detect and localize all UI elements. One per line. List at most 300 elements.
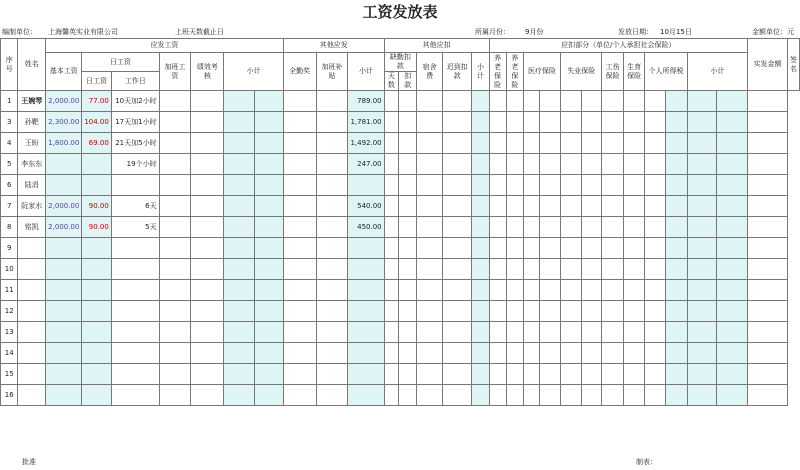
cell-late[interactable] [443,217,472,238]
cell-overtime[interactable] [159,196,191,217]
cell-unemployment-b[interactable] [581,280,602,301]
cell-income-tax-a[interactable] [645,364,666,385]
cell-subtotal-4[interactable] [687,238,716,259]
cell-maternity[interactable] [623,91,645,112]
cell-income-tax-a[interactable] [645,301,666,322]
cell-pension-unit[interactable] [489,112,506,133]
cell-subtotal-1b[interactable] [255,112,283,133]
cell-income-tax-b[interactable] [666,364,688,385]
cell-subtotal-4[interactable] [687,364,716,385]
cell-late[interactable] [443,112,472,133]
cell-injury[interactable] [602,217,624,238]
cell-base[interactable] [46,301,82,322]
cell-absence-days[interactable] [384,280,399,301]
cell-subtotal-4[interactable] [687,112,716,133]
cell-subtotal-4[interactable] [687,385,716,406]
cell-subtotal-1[interactable] [224,385,255,406]
cell-unemployment-b[interactable] [581,322,602,343]
cell-injury[interactable] [602,112,624,133]
cell-name[interactable] [18,280,46,301]
cell-injury[interactable] [602,301,624,322]
cell-base[interactable] [46,154,82,175]
cell-daily-wage[interactable] [82,385,112,406]
cell-subtotal-1b[interactable] [255,280,283,301]
cell-pension-unit[interactable] [489,301,506,322]
cell-income-tax-b[interactable] [666,343,688,364]
cell-subtotal-1[interactable] [224,175,255,196]
cell-name[interactable]: 李东东 [18,154,46,175]
cell-work-days[interactable]: 5天 [111,217,159,238]
cell-attendance[interactable] [283,385,316,406]
cell-medical-b[interactable] [540,301,561,322]
cell-perf[interactable] [191,343,224,364]
cell-absence-days[interactable] [384,217,399,238]
cell-daily-wage[interactable] [82,280,112,301]
cell-subtotal-1[interactable] [224,259,255,280]
cell-absence-days[interactable] [384,343,399,364]
cell-subtotal-4[interactable] [687,322,716,343]
cell-income-tax-b[interactable] [666,175,688,196]
cell-unemployment-a[interactable] [561,322,582,343]
cell-absence-deduct[interactable] [399,133,417,154]
cell-income-tax-a[interactable] [645,343,666,364]
cell-pension-person[interactable] [506,91,523,112]
cell-subtotal-1b[interactable] [255,91,283,112]
cell-attendance[interactable] [283,154,316,175]
cell-absence-days[interactable] [384,91,399,112]
cell-late[interactable] [443,133,472,154]
cell-late[interactable] [443,196,472,217]
cell-net[interactable] [717,238,748,259]
cell-ot-allowance[interactable] [316,133,348,154]
cell-sign[interactable] [748,91,788,112]
cell-overtime[interactable] [159,238,191,259]
cell-medical-b[interactable] [540,259,561,280]
cell-name[interactable] [18,259,46,280]
cell-work-days[interactable] [111,238,159,259]
cell-medical-b[interactable] [540,175,561,196]
cell-name[interactable] [18,301,46,322]
cell-ot-allowance[interactable] [316,280,348,301]
cell-absence-deduct[interactable] [399,238,417,259]
cell-subtotal-2[interactable] [348,280,384,301]
cell-subtotal-3[interactable] [472,154,489,175]
cell-attendance[interactable] [283,238,316,259]
cell-ot-allowance[interactable] [316,385,348,406]
cell-unemployment-b[interactable] [581,364,602,385]
cell-subtotal-2[interactable]: 1,781.00 [348,112,384,133]
cell-income-tax-b[interactable] [666,322,688,343]
cell-meal[interactable] [417,91,443,112]
cell-overtime[interactable] [159,112,191,133]
cell-medical-a[interactable] [523,301,539,322]
cell-subtotal-3[interactable] [472,196,489,217]
cell-subtotal-2[interactable]: 789.00 [348,91,384,112]
cell-subtotal-2[interactable]: 1,492.00 [348,133,384,154]
cell-maternity[interactable] [623,217,645,238]
cell-pension-unit[interactable] [489,364,506,385]
cell-absence-deduct[interactable] [399,196,417,217]
cell-net[interactable] [717,322,748,343]
cell-overtime[interactable] [159,133,191,154]
cell-perf[interactable] [191,154,224,175]
cell-subtotal-2[interactable] [348,301,384,322]
cell-ot-allowance[interactable] [316,364,348,385]
cell-unemployment-b[interactable] [581,91,602,112]
cell-income-tax-b[interactable] [666,238,688,259]
cell-injury[interactable] [602,364,624,385]
cell-perf[interactable] [191,238,224,259]
cell-unemployment-a[interactable] [561,154,582,175]
cell-name[interactable]: 孙靶 [18,112,46,133]
cell-medical-a[interactable] [523,322,539,343]
cell-income-tax-b[interactable] [666,196,688,217]
cell-net[interactable] [717,217,748,238]
cell-unemployment-b[interactable] [581,259,602,280]
cell-attendance[interactable] [283,259,316,280]
cell-injury[interactable] [602,154,624,175]
cell-subtotal-4[interactable] [687,133,716,154]
cell-injury[interactable] [602,259,624,280]
cell-medical-b[interactable] [540,91,561,112]
cell-pension-person[interactable] [506,385,523,406]
cell-subtotal-3[interactable] [472,91,489,112]
cell-work-days[interactable]: 21天加5小时 [111,133,159,154]
cell-ot-allowance[interactable] [316,217,348,238]
cell-late[interactable] [443,91,472,112]
cell-base[interactable] [46,259,82,280]
cell-subtotal-1b[interactable] [255,196,283,217]
cell-perf[interactable] [191,91,224,112]
cell-medical-a[interactable] [523,133,539,154]
cell-sign[interactable] [748,364,788,385]
cell-maternity[interactable] [623,364,645,385]
cell-sign[interactable] [748,217,788,238]
cell-subtotal-3[interactable] [472,133,489,154]
cell-absence-days[interactable] [384,364,399,385]
cell-name[interactable]: 铭凯 [18,217,46,238]
cell-unemployment-a[interactable] [561,217,582,238]
cell-base[interactable]: 1,800.00 [46,133,82,154]
cell-unemployment-a[interactable] [561,196,582,217]
cell-medical-a[interactable] [523,343,539,364]
cell-seq[interactable]: 8 [1,217,18,238]
cell-late[interactable] [443,238,472,259]
cell-pension-unit[interactable] [489,280,506,301]
cell-income-tax-a[interactable] [645,385,666,406]
cell-unemployment-b[interactable] [581,301,602,322]
cell-subtotal-3[interactable] [472,280,489,301]
cell-subtotal-4[interactable] [687,154,716,175]
cell-seq[interactable]: 11 [1,280,18,301]
cell-base[interactable] [46,385,82,406]
cell-work-days[interactable] [111,364,159,385]
cell-perf[interactable] [191,217,224,238]
cell-attendance[interactable] [283,364,316,385]
cell-subtotal-1[interactable] [224,343,255,364]
cell-daily-wage[interactable]: 90.00 [82,217,112,238]
cell-unemployment-a[interactable] [561,91,582,112]
cell-income-tax-a[interactable] [645,259,666,280]
cell-overtime[interactable] [159,322,191,343]
cell-seq[interactable]: 3 [1,112,18,133]
cell-pension-unit[interactable] [489,343,506,364]
cell-subtotal-4[interactable] [687,217,716,238]
cell-attendance[interactable] [283,91,316,112]
cell-sign[interactable] [748,112,788,133]
cell-meal[interactable] [417,196,443,217]
cell-maternity[interactable] [623,280,645,301]
cell-meal[interactable] [417,280,443,301]
cell-subtotal-4[interactable] [687,343,716,364]
cell-attendance[interactable] [283,301,316,322]
cell-perf[interactable] [191,196,224,217]
cell-ot-allowance[interactable] [316,175,348,196]
cell-daily-wage[interactable] [82,301,112,322]
cell-base[interactable] [46,364,82,385]
cell-late[interactable] [443,364,472,385]
cell-daily-wage[interactable] [82,175,112,196]
cell-meal[interactable] [417,259,443,280]
cell-subtotal-1b[interactable] [255,301,283,322]
cell-seq[interactable]: 13 [1,322,18,343]
cell-subtotal-2[interactable] [348,259,384,280]
cell-sign[interactable] [748,343,788,364]
cell-work-days[interactable] [111,322,159,343]
cell-name[interactable] [18,343,46,364]
cell-pension-unit[interactable] [489,196,506,217]
cell-absence-deduct[interactable] [399,343,417,364]
cell-meal[interactable] [417,343,443,364]
cell-medical-b[interactable] [540,385,561,406]
cell-medical-a[interactable] [523,364,539,385]
cell-pension-unit[interactable] [489,217,506,238]
cell-work-days[interactable]: 17天加1小时 [111,112,159,133]
cell-pension-person[interactable] [506,343,523,364]
cell-subtotal-4[interactable] [687,259,716,280]
cell-sign[interactable] [748,196,788,217]
cell-base[interactable]: 2,000.00 [46,217,82,238]
cell-meal[interactable] [417,238,443,259]
cell-income-tax-a[interactable] [645,196,666,217]
cell-absence-deduct[interactable] [399,280,417,301]
cell-maternity[interactable] [623,238,645,259]
cell-subtotal-3[interactable] [472,343,489,364]
cell-daily-wage[interactable] [82,154,112,175]
cell-injury[interactable] [602,91,624,112]
cell-net[interactable] [717,301,748,322]
cell-ot-allowance[interactable] [316,301,348,322]
cell-base[interactable] [46,238,82,259]
cell-subtotal-1b[interactable] [255,385,283,406]
cell-pension-person[interactable] [506,280,523,301]
cell-daily-wage[interactable] [82,238,112,259]
cell-base[interactable]: 2,000.00 [46,196,82,217]
cell-maternity[interactable] [623,301,645,322]
cell-unemployment-a[interactable] [561,175,582,196]
cell-absence-deduct[interactable] [399,322,417,343]
cell-attendance[interactable] [283,175,316,196]
cell-sign[interactable] [748,154,788,175]
cell-late[interactable] [443,322,472,343]
cell-subtotal-1[interactable] [224,91,255,112]
cell-unemployment-b[interactable] [581,196,602,217]
cell-medical-a[interactable] [523,385,539,406]
cell-pension-person[interactable] [506,112,523,133]
cell-injury[interactable] [602,322,624,343]
cell-maternity[interactable] [623,322,645,343]
cell-subtotal-3[interactable] [472,385,489,406]
cell-income-tax-b[interactable] [666,154,688,175]
cell-income-tax-b[interactable] [666,385,688,406]
cell-seq[interactable]: 6 [1,175,18,196]
cell-unemployment-a[interactable] [561,364,582,385]
cell-net[interactable] [717,385,748,406]
cell-sign[interactable] [748,175,788,196]
cell-medical-b[interactable] [540,112,561,133]
cell-meal[interactable] [417,322,443,343]
cell-sign[interactable] [748,301,788,322]
cell-absence-deduct[interactable] [399,112,417,133]
cell-subtotal-1[interactable] [224,196,255,217]
cell-absence-deduct[interactable] [399,217,417,238]
cell-overtime[interactable] [159,175,191,196]
cell-unemployment-a[interactable] [561,133,582,154]
cell-meal[interactable] [417,154,443,175]
cell-maternity[interactable] [623,175,645,196]
cell-subtotal-1[interactable] [224,217,255,238]
cell-seq[interactable]: 16 [1,385,18,406]
cell-medical-b[interactable] [540,217,561,238]
cell-net[interactable] [717,196,748,217]
cell-base[interactable]: 2,300.00 [46,112,82,133]
cell-perf[interactable] [191,133,224,154]
cell-perf[interactable] [191,175,224,196]
cell-pension-unit[interactable] [489,175,506,196]
cell-ot-allowance[interactable] [316,91,348,112]
cell-net[interactable] [717,91,748,112]
cell-work-days[interactable] [111,175,159,196]
cell-overtime[interactable] [159,301,191,322]
cell-net[interactable] [717,343,748,364]
cell-overtime[interactable] [159,364,191,385]
cell-income-tax-a[interactable] [645,280,666,301]
cell-seq[interactable]: 5 [1,154,18,175]
cell-name[interactable]: 陆涓 [18,175,46,196]
cell-maternity[interactable] [623,385,645,406]
cell-overtime[interactable] [159,217,191,238]
cell-subtotal-4[interactable] [687,175,716,196]
cell-medical-b[interactable] [540,238,561,259]
cell-subtotal-3[interactable] [472,364,489,385]
cell-net[interactable] [717,259,748,280]
cell-medical-b[interactable] [540,364,561,385]
cell-subtotal-1b[interactable] [255,322,283,343]
cell-subtotal-2[interactable] [348,385,384,406]
cell-meal[interactable] [417,217,443,238]
cell-medical-b[interactable] [540,133,561,154]
cell-sign[interactable] [748,133,788,154]
cell-medical-b[interactable] [540,280,561,301]
cell-pension-unit[interactable] [489,91,506,112]
cell-income-tax-a[interactable] [645,112,666,133]
cell-unemployment-b[interactable] [581,154,602,175]
cell-seq[interactable]: 4 [1,133,18,154]
cell-subtotal-1[interactable] [224,322,255,343]
cell-subtotal-1[interactable] [224,280,255,301]
cell-unemployment-a[interactable] [561,259,582,280]
cell-income-tax-a[interactable] [645,133,666,154]
cell-perf[interactable] [191,364,224,385]
cell-income-tax-a[interactable] [645,217,666,238]
cell-pension-unit[interactable] [489,385,506,406]
cell-absence-days[interactable] [384,175,399,196]
cell-name[interactable] [18,385,46,406]
cell-unemployment-b[interactable] [581,343,602,364]
cell-base[interactable] [46,322,82,343]
cell-seq[interactable]: 1 [1,91,18,112]
cell-injury[interactable] [602,343,624,364]
cell-subtotal-3[interactable] [472,259,489,280]
cell-absence-deduct[interactable] [399,154,417,175]
cell-attendance[interactable] [283,217,316,238]
cell-medical-b[interactable] [540,154,561,175]
cell-sign[interactable] [748,385,788,406]
cell-medical-a[interactable] [523,91,539,112]
cell-subtotal-4[interactable] [687,91,716,112]
cell-subtotal-1b[interactable] [255,154,283,175]
cell-meal[interactable] [417,175,443,196]
cell-perf[interactable] [191,112,224,133]
cell-attendance[interactable] [283,196,316,217]
cell-income-tax-b[interactable] [666,301,688,322]
cell-medical-a[interactable] [523,112,539,133]
cell-income-tax-a[interactable] [645,322,666,343]
cell-overtime[interactable] [159,343,191,364]
cell-maternity[interactable] [623,112,645,133]
cell-absence-deduct[interactable] [399,364,417,385]
cell-unemployment-b[interactable] [581,133,602,154]
cell-seq[interactable]: 14 [1,343,18,364]
cell-late[interactable] [443,301,472,322]
cell-sign[interactable] [748,322,788,343]
cell-overtime[interactable] [159,385,191,406]
cell-absence-days[interactable] [384,259,399,280]
cell-subtotal-3[interactable] [472,301,489,322]
cell-absence-deduct[interactable] [399,301,417,322]
cell-subtotal-2[interactable] [348,175,384,196]
cell-late[interactable] [443,343,472,364]
cell-income-tax-a[interactable] [645,175,666,196]
cell-work-days[interactable] [111,301,159,322]
cell-ot-allowance[interactable] [316,259,348,280]
cell-subtotal-3[interactable] [472,175,489,196]
cell-name[interactable] [18,364,46,385]
cell-income-tax-b[interactable] [666,217,688,238]
cell-income-tax-a[interactable] [645,238,666,259]
cell-absence-days[interactable] [384,322,399,343]
cell-base[interactable] [46,175,82,196]
cell-unemployment-a[interactable] [561,280,582,301]
cell-sign[interactable] [748,280,788,301]
cell-maternity[interactable] [623,133,645,154]
cell-subtotal-4[interactable] [687,280,716,301]
cell-absence-days[interactable] [384,196,399,217]
cell-medical-a[interactable] [523,175,539,196]
cell-subtotal-2[interactable]: 540.00 [348,196,384,217]
cell-unemployment-b[interactable] [581,217,602,238]
cell-subtotal-2[interactable] [348,322,384,343]
